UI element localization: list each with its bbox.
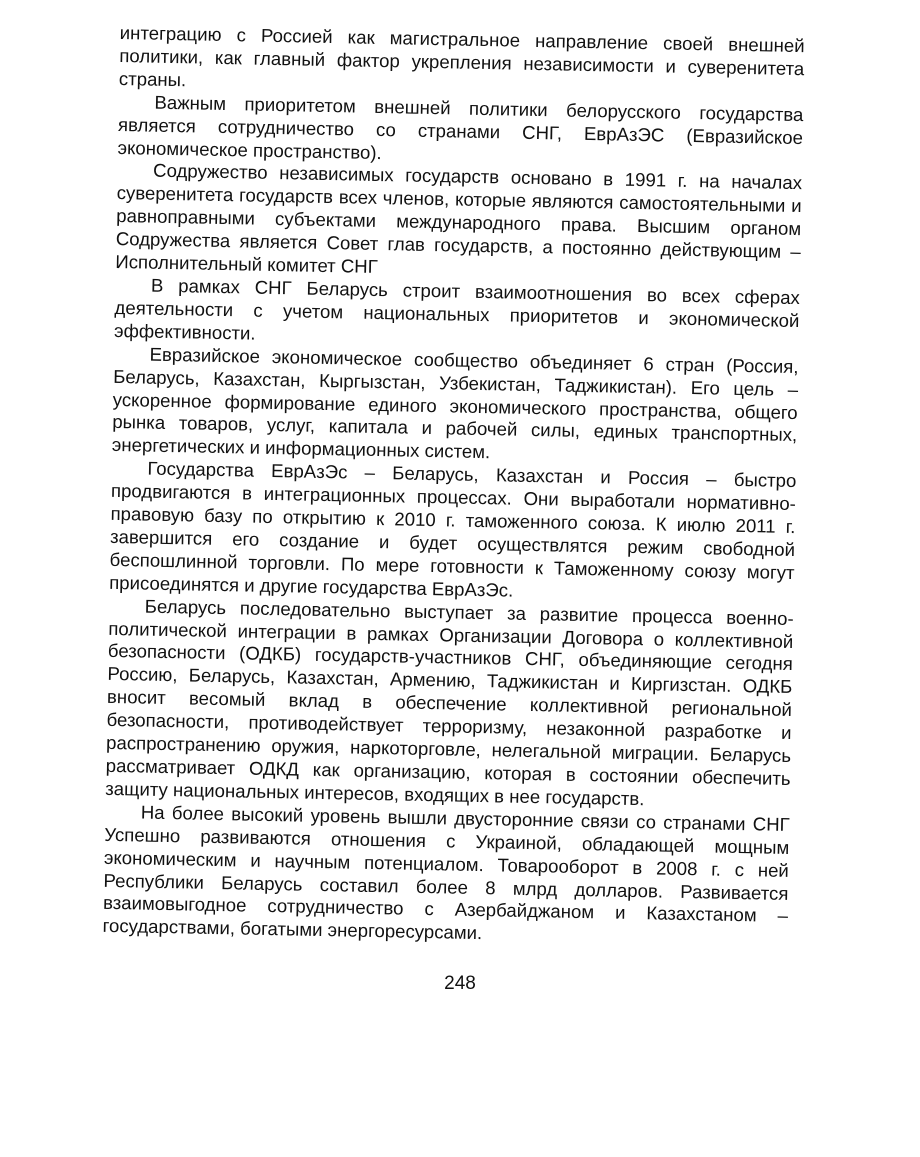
paragraph-8: На более высокий уровень вышли двусторонние связи со странами СНГ Успешно развиваются отношения с Украиной, обладающей мощным экономическим и научным потенциалом. Товарооборот в 2008 г. с ней Республики Беларусь составил более 8 млрд долларов. Развивается взаимовыгодное сотрудничество с Азербайджаном и Казахстаном – государствами, богатыми энергоресурсами. <box>102 801 790 944</box>
paragraph-3: Содружество независимых государств основано в 1991 г. на началах суверенитета государств всех членов, которые являются самостоятельными и равноправными субъектами международного права. Высшим органом Содружества является Совет глав государств, а постоянно действующим – Исполнительный комитет СНГ <box>115 160 803 278</box>
paragraph-7: Беларусь последовательно выступает за развитие процесса военно-политической интеграции в рамках Организации Договора о коллективной безопасности (ОДКБ) государств-участников СНГ, объединяющие сегодня Россию, Беларусь, Казахстан, Армению, Таджикистан и Киргизстан. ОДКБ вносит весомый вклад в обеспечение коллективной региональной безопасности, противодействует терроризму, незаконной разработке и распространению оружия, наркоторговле, нелегальной миграции. Беларусь рассматривает ОДКД как организацию, которая в состоянии обеспечить защиту национальных интересов, входящих в нее государств. <box>105 595 794 810</box>
paragraph-1: интеграцию с Россией как магистральное направление своей внешней политики, как главный фактор укрепления независимости и суверенитета страны. <box>118 22 805 91</box>
paragraph-4: В рамках СНГ Беларусь строит взаимоотношения во всех сферах деятельности с учетом национальных приоритетов и экономической эффективности. <box>113 274 801 344</box>
paragraph-6: Государства ЕврАзЭс – Беларусь, Казахстан и Россия – быстро продвигаются в интеграционных процессах. Они выработали нормативно-правовую базу по открытию к 2010 г. таможенного союза. К июлю 2011 г. завершится его создание и будет осуществлятся режим свободной беспошлинной торговли. По мере готовности к Таможенному союзу могут присоединятся и другие государства ЕврАзЭс. <box>109 457 797 601</box>
paragraph-5: Евразийское экономическое сообщество объединяет 6 стран (Россия, Беларусь, Казахстан, Кыргызстан, Узбекистан, Таджикистан). Его цель – ускоренное формирование единого экономического пространства, общего рынка товаров, услуг, капитала и рабочей силы, единых транспортных, энергетических и информационных систем. <box>111 343 799 463</box>
page-text-block <box>102 22 804 951</box>
page-number: 248 <box>444 973 476 994</box>
paragraph-2: Важным приоритетом внешней политики белорусского государства является сотрудничество со странами СНГ, ЕврАзЭС (Евразийское экономическое пространство). <box>117 91 804 163</box>
